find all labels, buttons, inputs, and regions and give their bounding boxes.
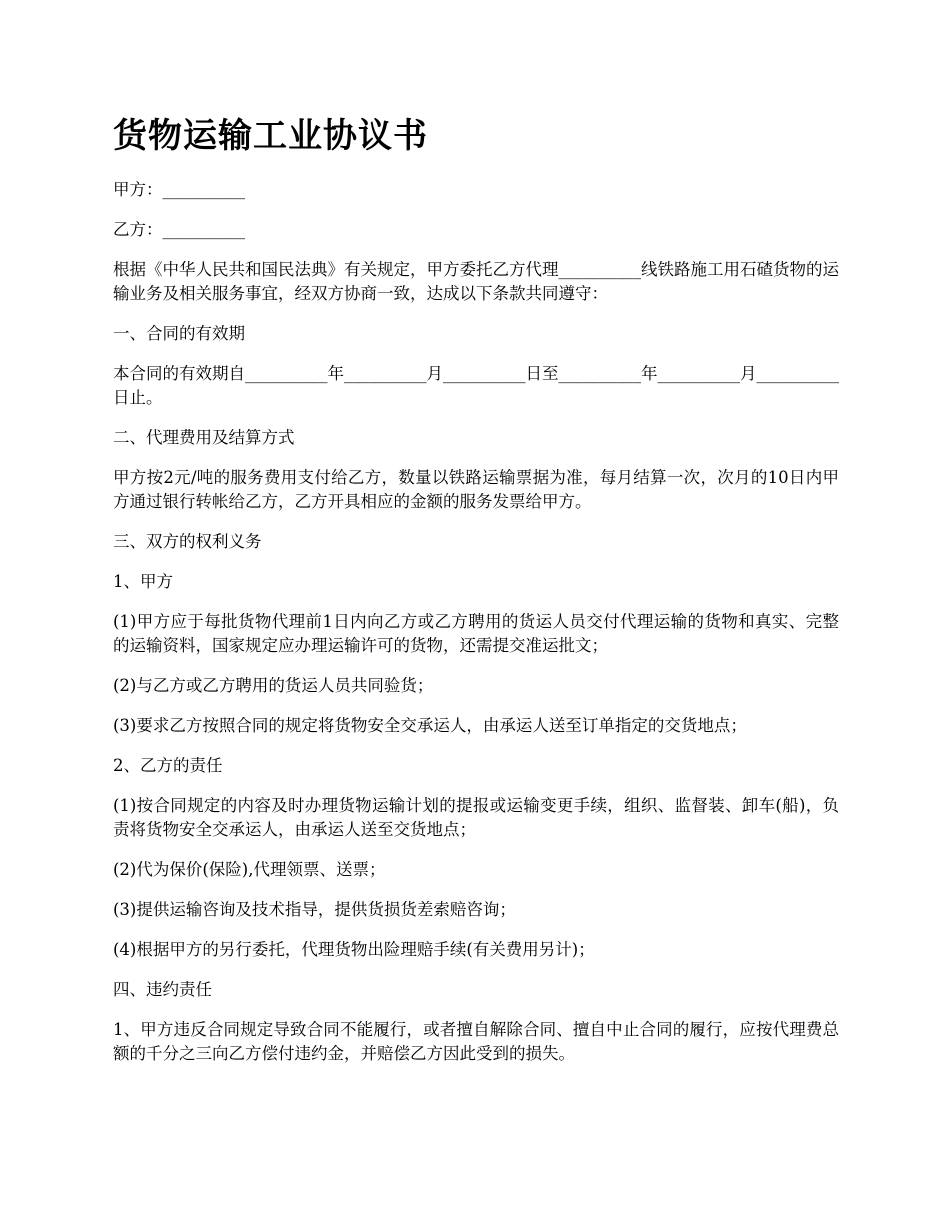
party-b-clause-3: (3)提供运输咨询及技术指导，提供货损货差索赔咨询； bbox=[113, 900, 516, 919]
document-title: 货物运输工业协议书 bbox=[113, 116, 428, 156]
section-heading-validity: 一、合同的有效期 bbox=[113, 324, 245, 343]
liability-clause-1: 1、甲方违反合同规定导致合同不能履行，或者擅自解除合同、擅自中止合同的履行，应按代理费总额的千分之三向乙方偿付违约金，并赔偿乙方因此受到的损失。 bbox=[113, 1020, 839, 1063]
document-page bbox=[113, 108, 839, 1082]
party-b-clause-2: (2)代为保价(保险),代理领票、送票； bbox=[113, 860, 386, 879]
subheading-party-a: 1、甲方 bbox=[113, 572, 173, 591]
preamble-paragraph: 根据《中华人民共和国民法典》有关规定，甲方委托乙方代理__________线铁路施工用石碴货物的运输业务及相关服务事宜，经双方协商一致，达成以下条款共同遵守： bbox=[113, 260, 839, 303]
subheading-party-b: 2、乙方的责任 bbox=[113, 756, 223, 775]
party-b-clause-1: (1)按合同规定的内容及时办理货物运输计划的提报或运输变更手续，组织、监督装、卸车(船)，负责将货物安全交承运人，由承运人送至交货地点； bbox=[113, 796, 839, 839]
section-heading-fees: 二、代理费用及结算方式 bbox=[113, 428, 295, 447]
party-b-clause-4: (4)根据甲方的另行委托，代理货物出险理赔手续(有关费用另计)； bbox=[113, 940, 595, 959]
party-a-clause-2: (2)与乙方或乙方聘用的货运人员共同验货； bbox=[113, 676, 434, 695]
fees-paragraph: 甲方按2元/吨的服务费用支付给乙方，数量以铁路运输票据为准，每月结算一次，次月的10日内甲方通过银行转帐给乙方，乙方开具相应的金额的服务发票给甲方。 bbox=[113, 468, 839, 511]
party-a-line: 甲方：__________ bbox=[113, 180, 245, 199]
party-b-line: 乙方：__________ bbox=[113, 220, 245, 239]
section-heading-rights: 三、双方的权利义务 bbox=[113, 532, 262, 551]
party-a-clause-3: (3)要求乙方按照合同的规定将货物安全交承运人，由承运人送至订单指定的交货地点； bbox=[113, 716, 747, 735]
validity-paragraph: 本合同的有效期自__________年__________月__________日至__________年__________月__________日止。 bbox=[113, 364, 839, 407]
party-a-clause-1: (1)甲方应于每批货物代理前1日内向乙方或乙方聘用的货运人员交付代理运输的货物和真实、完整的运输资料，国家规定应办理运输许可的货物，还需提交准运批文； bbox=[113, 612, 839, 655]
section-heading-liability: 四、违约责任 bbox=[113, 980, 212, 999]
